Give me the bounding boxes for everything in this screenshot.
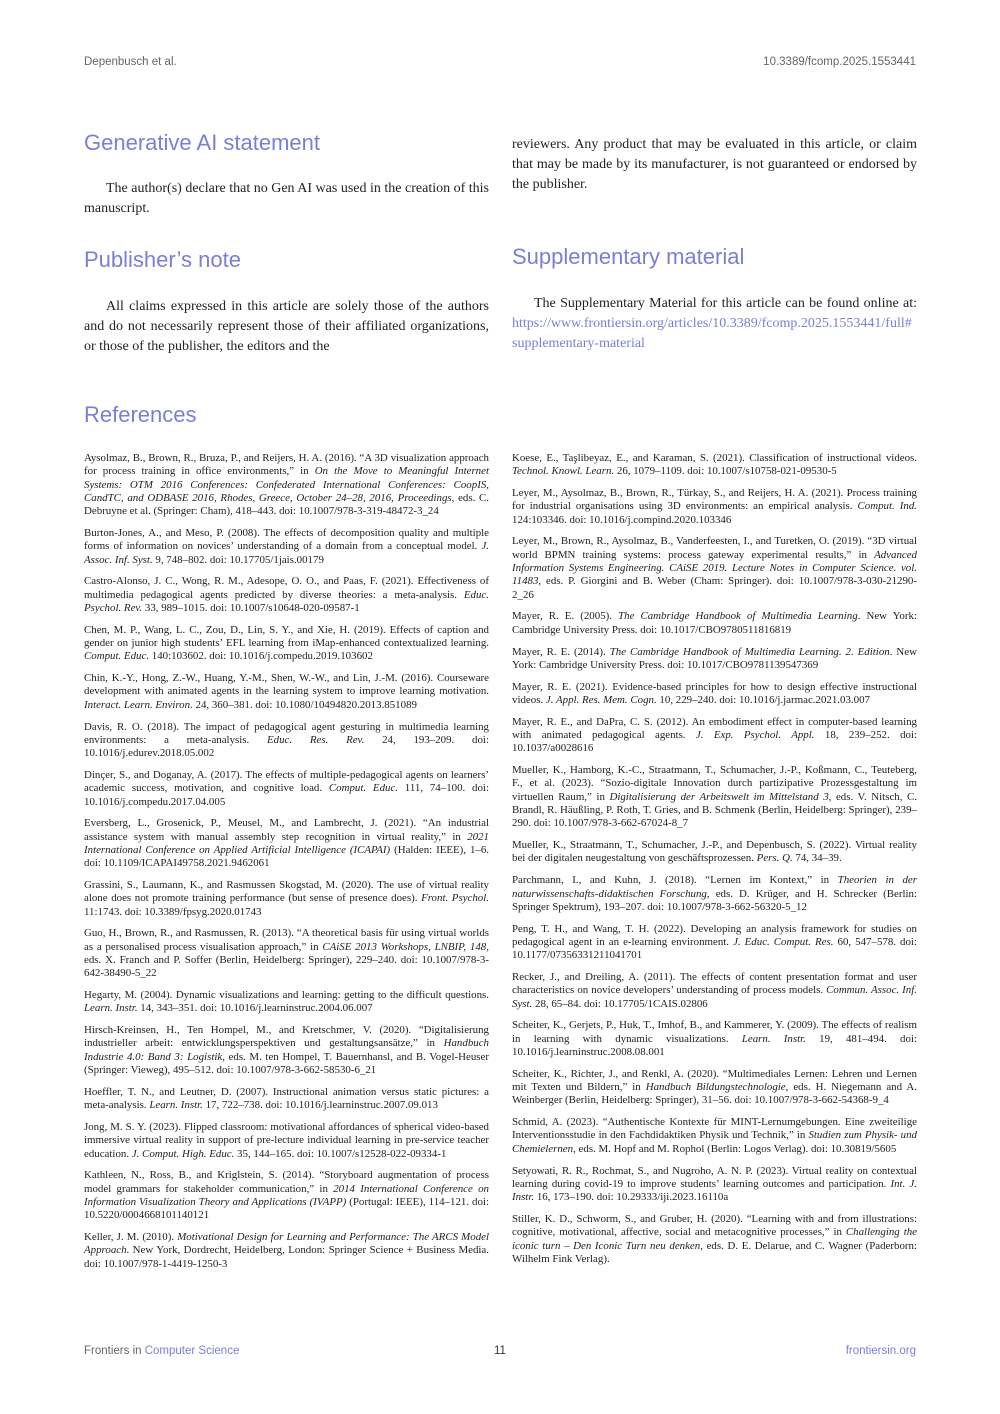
reference-entry [84,769,489,809]
reference-source: Handbuch Bildungstechnologie [645,1081,786,1094]
reference-source: Educ. Res. Rev. [267,733,365,746]
reference-entry [512,681,917,708]
reference-source: Educ. Psychol. Rev. [84,588,489,614]
references-section [84,401,489,429]
reference-text: 111, 74–100. doi: 10.1016/j.compedu.2017.04.005 [84,782,489,808]
reference-source: 2021 International Conference on Applied Artificial Intelligence (ICAPAI) [84,830,489,856]
reference-source: J. Assoc. Inf. Syst. [84,540,489,566]
reference-text: Grassini, S., Laumann, K., and Rasmussen Skogstad, M. (2020). The use of virtual reality alone does not promote training performance (but sense of presence does). [84,879,489,905]
reference-source: J. Appl. Res. Mem. Cogn. [545,693,657,706]
reference-text: 11:1743. doi: 10.3389/fpsyg.2020.01743 [84,905,262,918]
supplementary-text [512,294,917,355]
reference-entry [512,1068,917,1108]
reference-text: , eds. C. Debruyne et al. (Springer: Cham), 418–443. doi: 10.1007/978-3-319-48472-3_24 [84,491,489,518]
reference-source: J. Educ. Comput. Res. [733,935,834,948]
reference-entry [512,874,917,914]
reference-entry [512,971,917,1011]
reference-text: , eds. H. Niegemann and A. Weinberger (Berlin, Heidelberg: Springer), 31–56. doi: 10.1007/978-3-662-54368-9_4 [512,1081,918,1107]
reference-source: Learn. Instr. [84,1002,138,1015]
reference-text: Mayer, R. E. (2014). [512,645,610,658]
genai-text: The author(s) declare that no Gen AI was used in the creation of this manuscript. [84,181,489,217]
reference-source: Commun. Assoc. Inf. Syst. [512,984,917,1010]
reference-text: Kathleen, N., Ross, B., and Kriglstein, S. (2014). “Storyboard augmentation of process model grammars for stakeholder communication,” in [84,1169,489,1195]
reference-text: Scheiter, K., Gerjets, P., Huk, T., Imhof, B., and Kammerer, Y. (2009). The effects of realism in learning with dynamic visualizations. [512,1019,917,1045]
reference-entry [512,1116,917,1156]
reference-text: Mueller, K., Hamborg, K.-C., Straatmann, T., Schumacher, J.-P., Koßmann, C., Teuteberg, F., et al. (2023). “Sozio-digitale Innovation durch partizipative Prozessgestaltung im virtuellen Raum,” in [512,764,917,803]
reference-text: 33, 989–1015. doi: 10.1007/s10648-020-09587-1 [142,601,360,614]
reference-text: 28, 65–84. doi: 10.17705/1CAIS.02806 [532,997,708,1010]
reference-text: 9, 748–802. doi: 10.17705/1jais.00179 [152,553,324,566]
reference-entry [512,716,917,756]
reference-source: Technol. Knowl. Learn. [512,465,615,478]
reference-text: Stiller, K. D., Schworm, S., and Gruber, H. (2020). “Learning with and from illustrations: cognitive, motivational, affective, social and metacognitive processes,” in [512,1212,917,1239]
reference-text: Eversberg, L., Grosenick, P., Meusel, M., and Lambrecht, J. (2021). “An industrial assistance system with manual assembly step recognition in virtual reality,” in [84,817,489,843]
reference-source: Motivational Design for Learning and Performance: The ARCS Model Approach [84,1231,489,1257]
reference-source: Int. J. Instr. [512,1177,917,1204]
reference-text: 35, 144–165. doi: 10.1007/s12528-022-09334-1 [234,1147,447,1160]
reference-text: Mayer, R. E., and DaPra, C. S. (2012). An embodiment effect in computer-based learning with animated pedagogical agents. [512,715,917,742]
reference-text: Chen, M. P., Wang, L. C., Zou, D., Lin, S. Y., and Xie, H. (2019). Effects of caption and gender on junior high students’ EFL learning from iMap-enhanced contextualized learning. [84,623,489,650]
reference-source: Learn. Instr. [741,1032,806,1045]
reference-text: Leyer, M., Brown, R., Aysolmaz, B., Vanderfeesten, I., and Turetken, O. (2019). “3D virtual world BPMN training systems: process gateway experimental results,” in [512,535,917,561]
publisher-note-continued [512,135,917,196]
reference-source: Pers. Q. [756,852,793,865]
reference-entry [512,487,917,527]
references-list-right [512,452,917,1275]
reference-text: 14, 343–351. doi: 10.1016/j.learninstruc.2004.06.007 [137,1002,373,1015]
reference-source: Comput. Educ. [84,650,150,663]
reference-entry [84,1231,489,1271]
reference-entry [512,452,917,479]
reference-entry [84,817,489,870]
reference-text: Keller, J. M. (2010). [84,1231,178,1244]
reference-entry [84,989,489,1016]
reference-text: 17, 722–738. doi: 10.1016/j.learninstruc.2007.09.013 [202,1099,438,1112]
genai-heading: Generative AI statement [84,130,321,155]
reference-text: 26, 1079–1109. doi: 10.1007/s10758-021-09530-5 [614,465,837,478]
reference-entry [84,1086,489,1113]
reference-text: Recker, J., and Dreiling, A. (2011). The effects of content presentation format and user characteristics on novice developers’ understanding of process models. [512,971,917,997]
reference-entry [84,1121,489,1161]
reference-text: Davis, R. O. (2018). The impact of pedagogical agent gesturing in multimedia learning environments: a meta-analysis. [84,720,489,746]
reference-text: Leyer, M., Aysolmaz, B., Brown, R., Türkay, S., and Reijers, H. A. (2021). Process training for industrial organisations using 3D environments: an empirical analysis. [512,487,917,513]
reference-text: Burton-Jones, A., and Meso, P. (2008). The effects of decomposition quality and multiple forms of information on novices’ understanding of a domain from a conceptual model. [84,526,489,553]
reference-source: J. Comput. High. Educ. [131,1147,235,1160]
reference-entry [512,1019,917,1059]
reference-text: , eds. D. Krüger, and H. Schrecker (Berlin: Springer Spektrum), 193–207. doi: 10.1007/978-3-662-56320-5_12 [512,887,918,913]
running-header-authors: Depenbusch et al. [84,56,177,68]
reference-entry [512,1165,917,1205]
reference-entry [512,646,917,673]
reference-text: Peng, T. H., and Wang, T. H. (2022). Developing an analysis framework for studies on pedagogical agent in an e-learning environment. [512,922,917,948]
reference-text: Dinçer, S., and Doganay, A. (2017). The effects of multiple-pedagogical agents on learners’ academic success, motivation, and cognitive load. [84,768,489,795]
publisher-note-text: All claims expressed in this article are solely those of the authors and do not necessarily represent those of their affiliated organizations, or those of the publisher, the editors and the [84,299,489,355]
reference-entry [84,1169,489,1222]
reference-source: Advanced Information Systems Engineering. CAiSE 2019. Lecture Notes in Computer Science. vol. 11483 [512,548,917,588]
reference-source: J. Exp. Psychol. Appl. [695,729,815,742]
reference-entry [84,927,489,980]
reference-text: (Portugal: IEEE), 114–121. doi: 10.5220/0004668101140121 [84,1195,489,1222]
reference-entry [84,672,489,712]
reference-text: 24, 360–381. doi: 10.1080/10494820.2013.851089 [192,698,417,711]
reference-entry [84,527,489,567]
reference-text: Mueller, K., Straatmann, T., Schumacher, J.-P., and Depenbusch, S. (2022). Virtual reality bei der digitalen neugestaltung von geschäftsprozessen. [512,839,917,865]
reference-source: Interact. Learn. Environ. [84,698,193,711]
reference-text: Guo, H., Brown, R., and Rasmussen, R. (2013). “A theoretical basis für using virtual worlds as a personalised process visualisation approach,” in [84,927,489,953]
reference-source: Learn. Instr. [149,1099,203,1112]
reference-source: Comput. Ind. [857,500,917,513]
reference-text: Castro-Alonso, J. C., Wong, R. M., Adesope, O. O., and Paas, F. (2021). Effectiveness of multimedia pedagogical agents predicted by diverse theories: a meta-analysis. [84,575,489,601]
supplementary-heading: Supplementary material [512,244,745,269]
reference-text: 18, 239–252. doi: 10.1037/a0028616 [512,729,918,755]
reference-source: Challenging the iconic turn – Den Iconic Turn neu denken [512,1226,918,1252]
reference-text: , eds. M. Hopf and M. Rophol (Berlin: Logos Verlag). doi: 10.30819/5605 [573,1142,897,1155]
reference-source: Studien zum Physik- und Chemielernen [512,1129,917,1155]
reference-source: The Cambridge Handbook of Multimedia Learning. 2. Edition [609,645,890,658]
footer-site-link[interactable]: frontiersin.org [845,1345,916,1357]
reference-text: 24, 193–209. doi: 10.1016/j.edurev.2018.05.002 [84,733,489,760]
footer-journal-name[interactable]: Computer Science [144,1345,240,1357]
publisher-note-text-continued: reviewers. Any product that may be evaluated in this article, or claim that may be made by its manufacturer, is not guaranteed or endorsed by the publisher. [512,137,917,193]
reference-text: Setyowati, R. R., Rochmat, S., and Nugroho, A. N. P. (2023). Virtual reality on contextual learning during covid-19 to improve students’ learning outcomes and participation. [512,1164,917,1190]
reference-text: 10, 229–240. doi: 10.1016/j.jarmac.2021.03.007 [656,693,870,706]
reference-text: , eds. V. Nitsch, C. Brandl, R. Häußling, P. Roth, T. Gries, and B. Schmenk (Berlin, Heidelberg: Springer), 239–290. doi: 10.1007/978-3-662-67024-8_7 [512,790,917,830]
reference-text: Jong, M. S. Y. (2023). Flipped classroom: motivational affordances of spherical video-based immersive virtual reality in support of pre-lecture individual learning in pre-service teacher education. [84,1120,489,1160]
reference-text: Koese, E., Taşlibeyaz, E., and Karaman, S. (2021). Classification of instructional videos. [512,452,917,464]
reference-text: , eds. X. Franch and P. Soffer (Berlin, Heidelberg: Springer), 229–240. doi: 10.1007/978-3-642-38490-5_22 [84,940,489,980]
reference-source: The Cambridge Handbook of Multimedia Learning [618,610,858,623]
reference-entry [512,764,917,830]
reference-text: Schmid, A. (2023). “Authentische Kontexte für MINT-Lernumgebungen. Eine zweiteilige Interventionsstudie in den Fachdidaktiken Physik und Technik,” in [512,1116,917,1142]
reference-text: 16, 173–190. doi: 10.29333/iji.2023.16110a [534,1191,729,1204]
reference-source: Digitalisierung der Arbeitswelt im Mittelstand 3 [609,790,829,803]
reference-entry [84,452,489,518]
reference-source: 2014 International Conference on Information Visualization Theory and Applications (IVAPP) [84,1182,489,1208]
reference-text: Parchmann, I., and Kuhn, J. (2018). “Lernen im Kontext,” in [512,874,838,887]
references-heading: References [84,402,197,427]
reference-text: Hoeffler, T. N., and Leutner, D. (2007). Instructional animation versus static pictures: a meta-analysis. [84,1085,489,1112]
reference-entry [84,1024,489,1077]
reference-text: Aysolmaz, B., Brown, R., Bruza, P., and Reijers, H. A. (2016). “A 3D visualization approach for process training in office environments,” in [84,452,489,478]
reference-text: Mayer, R. E. (2005). [512,610,619,623]
reference-text: (Halden: IEEE), 1–6. doi: 10.1109/ICAPAI49758.2021.9462061 [84,843,490,870]
reference-text: Chin, K.-Y., Hong, Z.-W., Huang, Y.-M., Shen, W.-W., and Lin, J.-M. (2016). Courseware development with animated agents in the learning system to improve learning motivation. [84,672,489,698]
reference-source: On the Move to Meaningful Internet Systems: OTM 2016 Conferences: Confederated International Conferences: CoopIS, CandTC, and ODBASE 2016, Rhodes, Greece, October 24–28, 2016, Proceedings [84,465,489,504]
reference-entry [84,721,489,761]
publisher-note-heading: Publisher’s note [84,247,241,272]
supplementary-section [512,243,917,355]
reference-entry [512,1213,917,1266]
supplementary-text-body: The Supplementary Material for this article can be found online at: [534,296,917,311]
reference-entry [512,839,917,866]
reference-text: , eds. D. E. Delarue, and C. Wagner (Paderborn: Wilhelm Fink Verlag). [512,1239,917,1265]
reference-text: 60, 547–578. doi: 10.1177/07356331211041701 [512,935,917,962]
genai-section [84,129,489,219]
reference-text: , eds. P. Giorgini and B. Weber (Cham: Springer). doi: 10.1007/978-3-030-21290-2_26 [512,575,917,601]
reference-entry [84,879,489,919]
reference-text: Scheiter, K., Richter, J., and Renkl, A. (2020). “Multimediales Lernen: Lehren und Lernen mit Texten und Bildern,” in [512,1067,917,1094]
reference-entry [512,535,917,601]
reference-text: 74, 34–39. [792,852,842,865]
reference-entry [512,610,917,637]
reference-text: . New York: Cambridge University Press. doi: 10.1017/CBO9781139547369 [512,645,917,671]
reference-source: Comput. Educ. [328,782,399,795]
supplementary-link[interactable]: https://www.frontiersin.org/articles/10.3389/fcomp.2025.1553441/full#supplementary-material [512,316,912,352]
publisher-note-section [84,246,489,358]
reference-text: , eds. M. ten Hompel, T. Bauernhansl, and B. Vogel-Heuser (Springer: Vieweg), 495–512. doi: 10.1007/978-3-662-58530-6_21 [84,1050,489,1077]
footer-journal-prefix: Frontiers in [84,1345,142,1357]
reference-text: 140:103602. doi: 10.1016/j.compedu.2019.103602 [149,650,373,663]
reference-text: Mayer, R. E. (2021). Evidence-based principles for how to design effective instructional videos. [512,680,917,706]
reference-text: Hirsch-Kreinsen, H., Ten Hompel, M., and Kretschmer, V. (2020). “Digitalisierung industrieller arbeit: entwicklungsperspektiven und gestaltungsansätze,” in [84,1024,489,1050]
reference-source: Front. Psychol. [421,892,490,905]
reference-entry [512,923,917,963]
running-header-doi: 10.3389/fcomp.2025.1553441 [763,56,916,68]
reference-entry [84,624,489,664]
page-number: 11 [494,1345,506,1357]
references-list-left [84,452,489,1279]
reference-text: 124:103346. doi: 10.1016/j.compind.2020.103346 [512,513,732,526]
reference-text: 19, 481–494. doi: 10.1016/j.learninstruc.2008.08.001 [512,1032,917,1058]
reference-text: . New York: Cambridge University Press. doi: 10.1017/CBO9780511816819 [512,610,917,636]
reference-source: Theorien in der naturwissenschafts-didaktischen Forschung [512,874,917,900]
reference-source: Handbuch Industrie 4.0: Band 3: Logistik [84,1037,489,1063]
reference-text: . New York, Dordrecht, Heidelberg, London: Springer Science + Business Media. doi: 10.1007/978-1-4419-1250-3 [84,1244,489,1270]
reference-source: CAiSE 2013 Workshops, LNBIP, 148 [322,940,487,953]
reference-entry [84,575,489,615]
reference-text: Hegarty, M. (2004). Dynamic visualizations and learning: getting to the difficult questions. [84,989,489,1002]
